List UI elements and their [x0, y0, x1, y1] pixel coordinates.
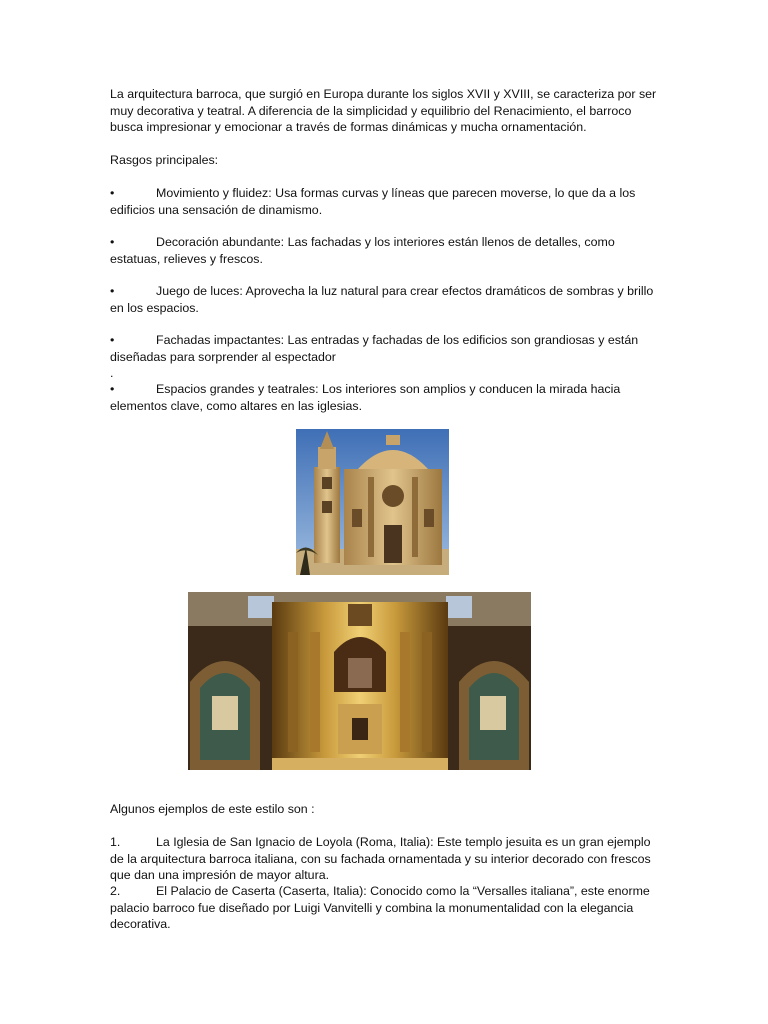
bullet-glyph: •: [110, 333, 115, 347]
intro-paragraph: La arquitectura barroca, que surgió en Europa durante los siglos XVII y XVIII, se caracteriza por ser muy decorativa y teatral. A diferencia de la simplicidad y equilibrio del Renacimiento, el barroco busca impresionar y emocionar a través de formas dinámicas y mucha ornamentación.: [110, 87, 657, 135]
feature-text: Movimiento y fluidez: Usa formas curvas y líneas que parecen moverse, lo que da a los edificios una sensación de dinamismo.: [110, 186, 636, 217]
example-number: 2.: [110, 884, 121, 898]
stray-dot: .: [110, 366, 114, 380]
example-item: [110, 834, 662, 884]
feature-item: [110, 332, 662, 365]
examples-heading: Algunos ejemplos de este estilo son :: [110, 802, 315, 816]
feature-text: Espacios grandes y teatrales: Los interiores son amplios y conducen la mirada hacia elementos clave, como altares en las iglesias.: [110, 382, 621, 413]
feature-item: [110, 283, 662, 316]
baroque-altar-photo: [188, 592, 531, 770]
bullet-glyph: •: [110, 382, 115, 396]
feature-text: Fachadas impactantes: Las entradas y fachadas de los edificios son grandiosas y están diseñadas para sorprender al espectador: [110, 333, 639, 364]
feature-item: [110, 185, 662, 218]
bullet-glyph: •: [110, 284, 115, 298]
bullet-glyph: •: [110, 235, 115, 249]
example-text: El Palacio de Caserta (Caserta, Italia): Conocido como la “Versalles italiana”, este enorme palacio barroco fue diseñado por Luigi Vanvitelli y combina la monumentalidad con la elegancia decorativa.: [110, 884, 650, 932]
feature-text: Juego de luces: Aprovecha la luz natural para crear efectos dramáticos de sombras y brillo en los espacios.: [110, 284, 654, 315]
feature-item: [110, 381, 662, 414]
example-item: [110, 883, 662, 933]
feature-text: Decoración abundante: Las fachadas y los interiores están llenos de detalles, como estatuas, relieves y frescos.: [110, 235, 615, 266]
example-number: 1.: [110, 835, 121, 849]
feature-item: [110, 234, 662, 267]
bullet-glyph: •: [110, 186, 115, 200]
example-text: La Iglesia de San Ignacio de Loyola (Roma, Italia): Este templo jesuita es un gran ejemplo de la arquitectura barroca italiana, con su fachada ornamentada y su interior decorado con frescos que dan una impresión de mayor altura.: [110, 835, 651, 883]
cathedral-facade-photo: [296, 429, 449, 575]
features-heading: Rasgos principales:: [110, 153, 219, 167]
